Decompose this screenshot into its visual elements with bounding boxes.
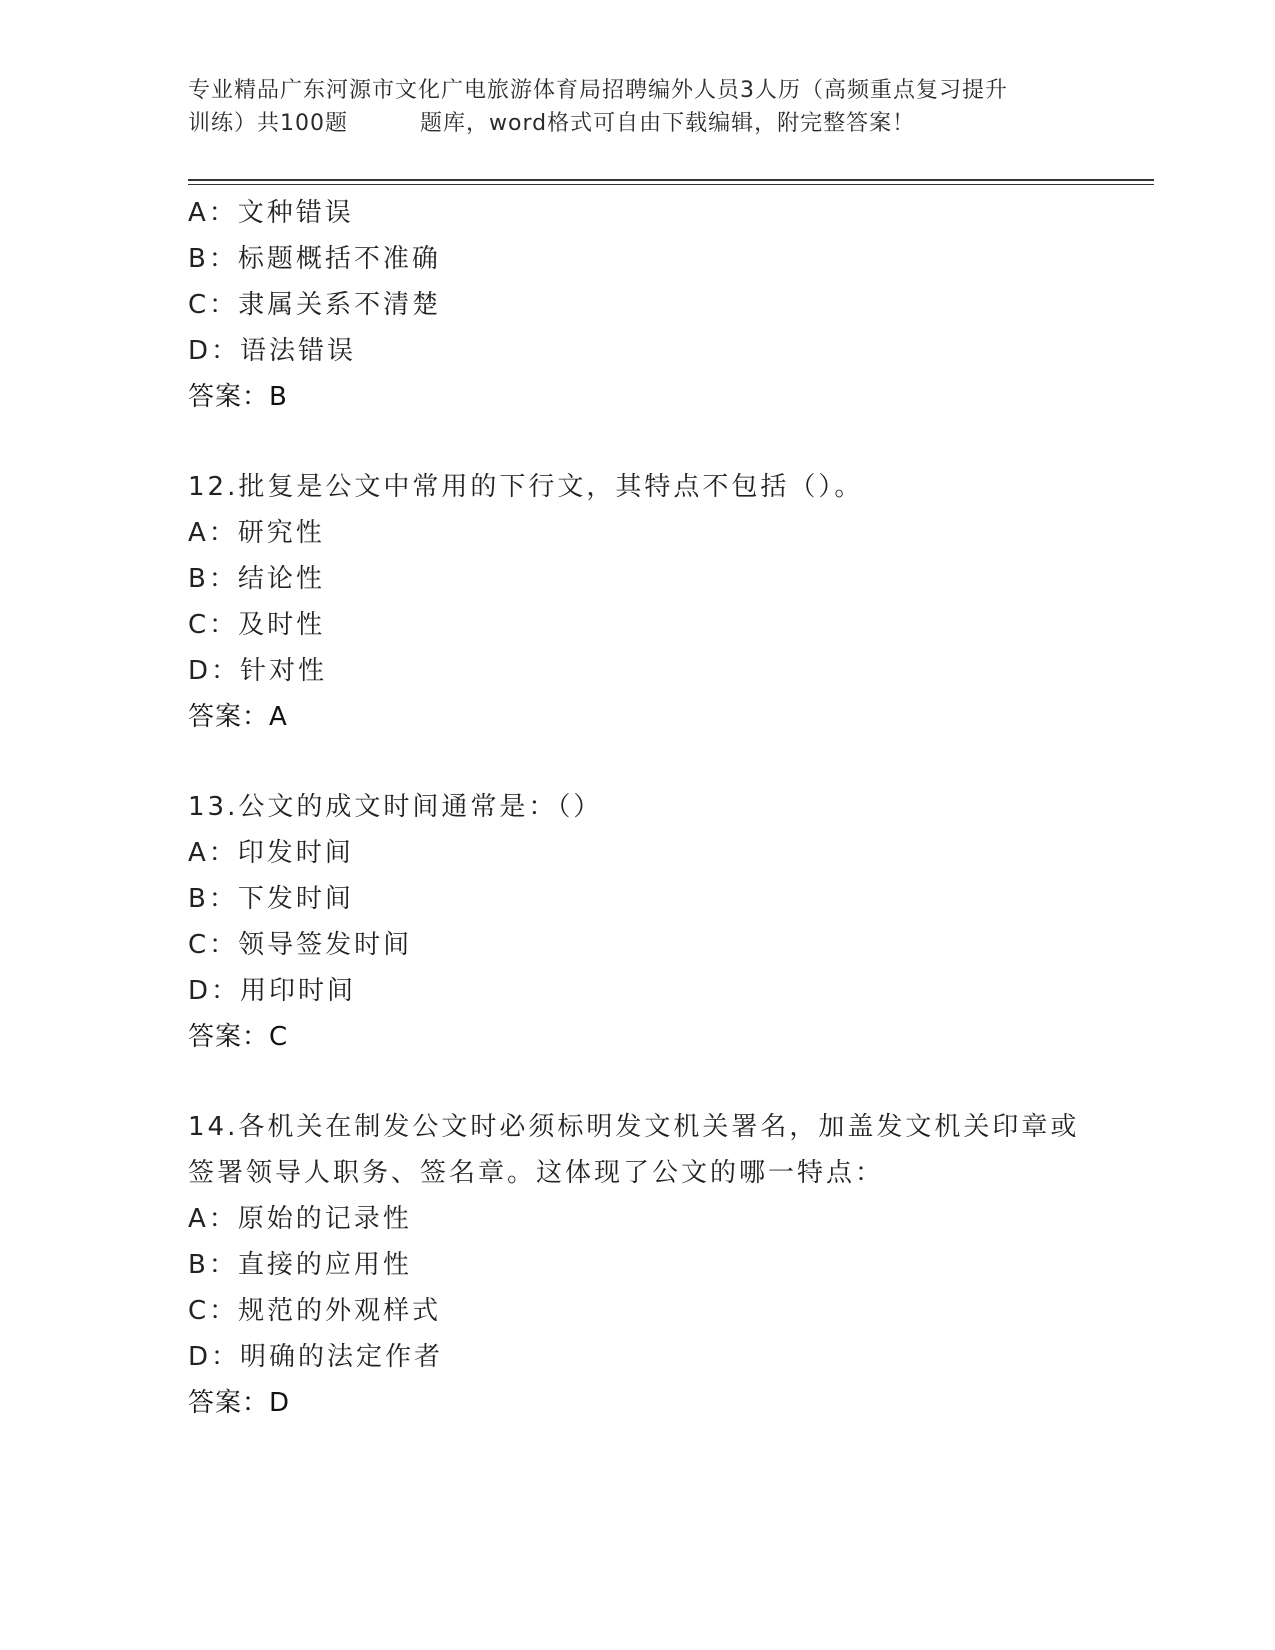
- option-d: D：明确的法定作者: [188, 1342, 444, 1372]
- question-stem-line1: 14.各机关在制发公文时必须标明发文机关署名，加盖发文机关印章或: [188, 1112, 1080, 1142]
- question-block-11-fragment: [188, 190, 1088, 420]
- option-b: B：直接的应用性: [188, 1250, 412, 1280]
- answer-value: D: [269, 1388, 291, 1418]
- answer-line: [188, 374, 1088, 420]
- answer-label: 答案：: [188, 1388, 270, 1418]
- question-stem-line2: 签署领导人职务、签名章。这体现了公文的哪一特点：: [188, 1158, 885, 1188]
- header-divider-thick: [188, 179, 1154, 181]
- option-d: D：语法错误: [188, 336, 357, 366]
- answer-label: 答案：: [188, 382, 270, 412]
- option-a: A：印发时间: [188, 838, 354, 868]
- option-b: B：下发时间: [188, 884, 354, 914]
- question-stem: 12.批复是公文中常用的下行文，其特点不包括（）。: [188, 472, 864, 502]
- question-block-13: [188, 784, 1088, 1060]
- answer-line: [188, 1014, 1088, 1060]
- option-c: C：规范的外观样式: [188, 1296, 442, 1326]
- option-a: A：原始的记录性: [188, 1204, 412, 1234]
- answer-value: B: [269, 382, 288, 412]
- answer-label: 答案：: [188, 1022, 270, 1052]
- question-block-14: [188, 1104, 1088, 1426]
- option-c: C：及时性: [188, 610, 326, 640]
- page-header: [188, 74, 1088, 140]
- answer-value: A: [269, 702, 288, 732]
- question-list: [188, 190, 1088, 1426]
- header-divider-thin: [188, 184, 1154, 185]
- answer-line: [188, 1380, 1088, 1426]
- option-a: A：文种错误: [188, 198, 354, 228]
- header-title-line2: [188, 107, 1088, 140]
- question-block-12: [188, 464, 1088, 740]
- option-b: B：标题概括不准确: [188, 244, 441, 274]
- answer-label: 答案：: [188, 702, 270, 732]
- option-a: A：研究性: [188, 518, 325, 548]
- question-stem: 13.公文的成文时间通常是：（）: [188, 792, 603, 822]
- answer-value: C: [269, 1022, 289, 1052]
- option-c: C：领导签发时间: [188, 930, 413, 960]
- option-d: D：用印时间: [188, 976, 357, 1006]
- header-title-line1: 专业精品广东河源市文化广电旅游体育局招聘编外人员3人历（高频重点复习提升: [188, 78, 1008, 103]
- option-b: B：结论性: [188, 564, 325, 594]
- header-title-line2a: 训练）共100题: [188, 111, 348, 136]
- option-c: C：隶属关系不清楚: [188, 290, 442, 320]
- option-d: D：针对性: [188, 656, 328, 686]
- answer-line: [188, 694, 1088, 740]
- header-title-line2b: 题库，word格式可自由下载编辑，附完整答案！: [420, 111, 916, 136]
